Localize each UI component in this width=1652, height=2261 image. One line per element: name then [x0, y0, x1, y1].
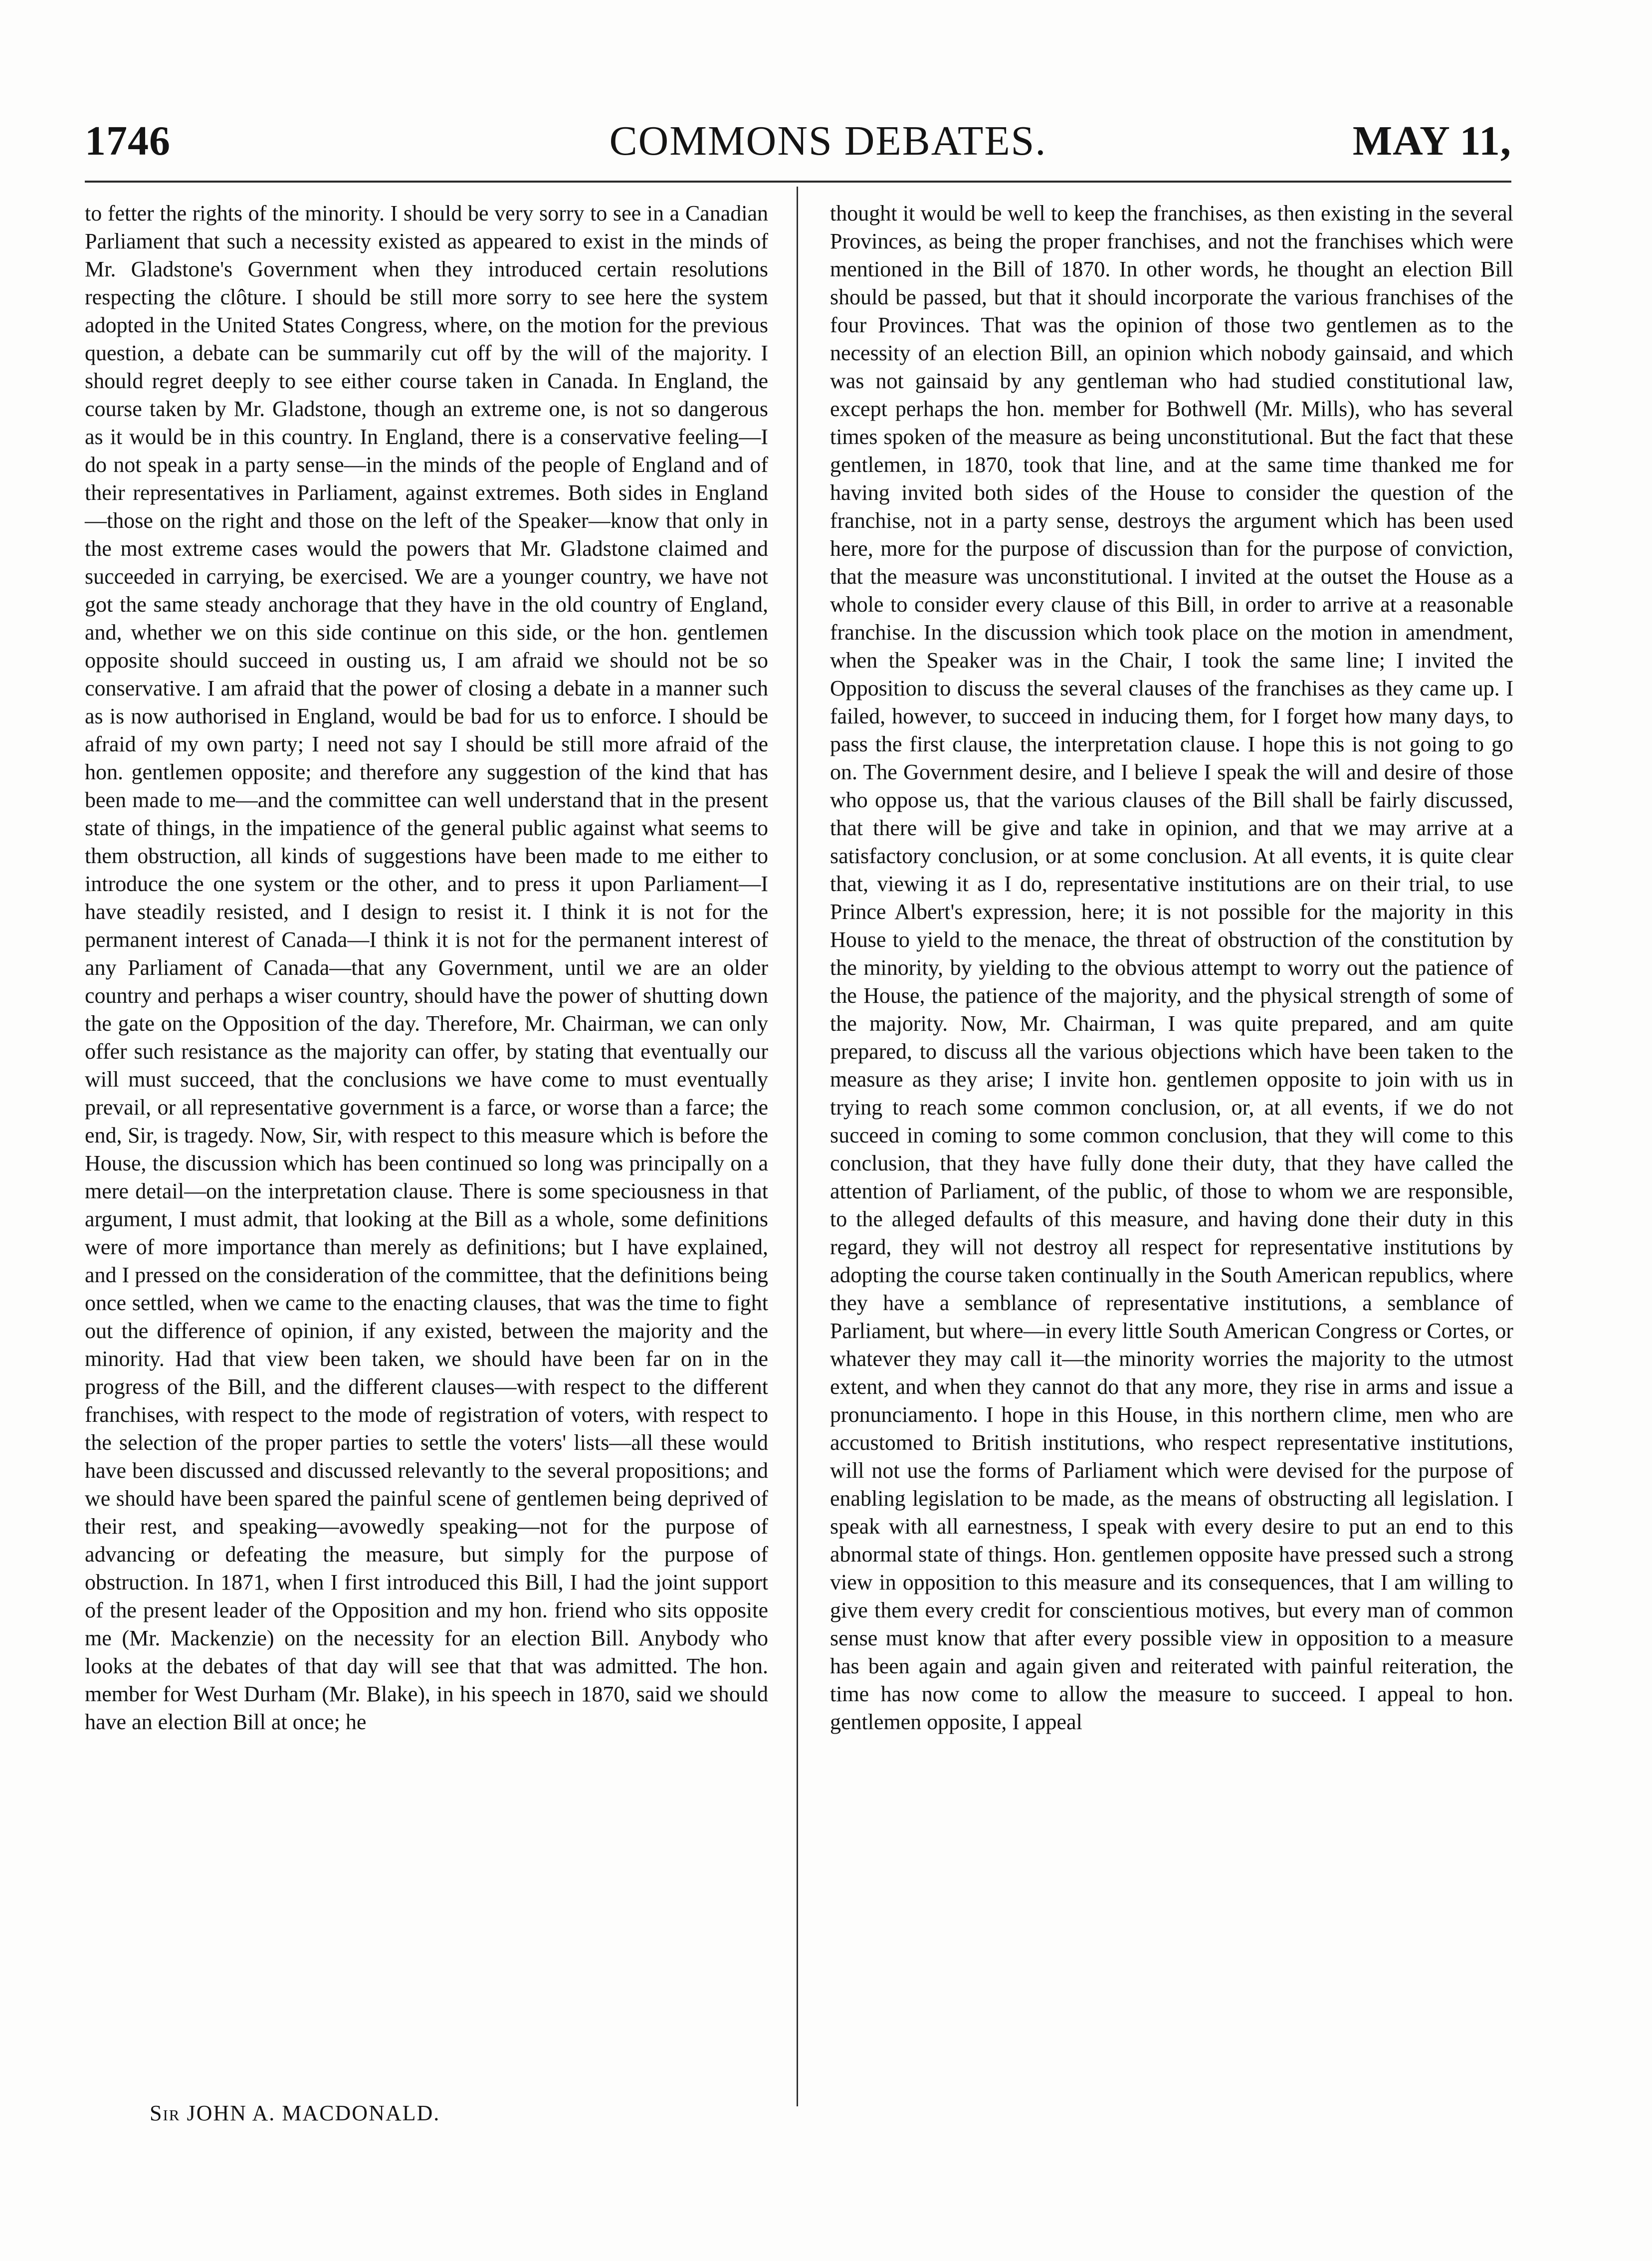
running-title: COMMONS DEBATES. [609, 118, 1047, 164]
column-divider [797, 187, 798, 2106]
speaker-footer: Sir JOHN A. MACDONALD. [150, 2101, 440, 2125]
left-column-text: to fetter the rights of the minority. I should be very sorry to see in a Canadian Parliament that such a necessity existed as appeared to exist in the minds of Mr. Gladstone's Government when they introduced certain resolutions respecting the clôture. I should be still more sorry to see here the system adopted in the United States Congress, where, on the motion for the previous question, a debate can be summarily cut off by the will of the majority. I should regret deeply to see either course taken in Canada. In England, the course taken by Mr. Gladstone, though an extreme one, is not so dangerous as it would be in this country. In England, there is a conservative feeling—I do not speak in a party sense—in the minds of the people of England and of their representatives in Parliament, against extremes. Both sides in England—those on the right and those on the left of the Speaker—know that only in the most extreme cases would the powers that Mr. Gladstone claimed and succeeded in carrying, be exercised. We are a younger country, we have not got the same steady anchorage that they have in the old country of England, and, whether we on this side continue on this side, or the hon. gentlemen opposite should succeed in ousting us, I am afraid we should not be so conservative. I am afraid that the power of closing a debate in a manner such as is now authorised in England, would be bad for us to enforce. I should be afraid of my own party; I need not say I should be still more afraid of the hon. gentlemen opposite; and therefore any suggestion of the kind that has been made to me—and the committee can well understand that in the present state of things, in the impatience of the general public against what seems to them obstruction, all kinds of suggestions have been made to me either to introduce the one system or the other, and to press it upon Parliament—I have steadily resisted, and I design to resist it. I think it is not for the permanent interest of Canada—I think it is not for the permanent interest of any Parliament of Canada—that any Government, until we are an older country and perhaps a wiser country, should have the power of shutting down the gate on the Opposition of the day. Therefore, Mr. Chairman, we can only offer such resistance as the majority can offer, by stating that eventually our will must succeed, that the conclusions we have come to must eventually prevail, or all representative government is a farce, or worse than a farce; the end, Sir, is tragedy. Now, Sir, with respect to this measure which is before the House, the discussion which has been continued so long was principally on a mere detail—on the interpretation clause. There is some speciousness in that argument, I must admit, that looking at the Bill as a whole, some definitions were of more importance than merely as definitions; but I have explained, and I pressed on the consideration of the committee, that the definitions being once settled, when we came to the enacting clauses, that was the time to fight out the difference of opinion, if any existed, between the majority and the minority. Had that view been taken, we should have been far on in the progress of the Bill, and the different clauses—with respect to the different franchises, with respect to the mode of registration of voters, with respect to the selection of the proper parties to settle the voters' lists—all these would have been discussed and discussed relevantly to the several propositions; and we should have been spared the painful scene of gentlemen being deprived of their rest, and speaking—avowedly speaking—not for the purpose of advancing or defeating the measure, but simply for the purpose of obstruction. In 1871, when I first introduced this Bill, I had the joint support of the present leader of the Opposition and my hon. friend who sits opposite me (Mr. Mackenzie) on the necessity for an election Bill. Anybody who looks at the debates of that day will see that that was admitted. The hon. member for West Durham (Mr. Blake), in his speech in 1870, said we should have an election Bill at once; he [85, 201, 768, 1734]
header-date: MAY 11, [1352, 118, 1511, 164]
page-number: 1746 [85, 118, 171, 164]
right-column [830, 200, 1513, 1736]
left-column [85, 200, 768, 1736]
page-header [85, 108, 1511, 183]
header-rule [85, 181, 1511, 183]
right-column-text: thought it would be well to keep the franchises, as then existing in the several Provinces, as being the proper franchises, and not the franchises which were mentioned in the Bill of 1870. In other words, he thought an election Bill should be passed, but that it should incorporate the various franchises of the four Provinces. That was the opinion of those two gentlemen as to the necessity of an election Bill, an opinion which nobody gainsaid, and which was not gainsaid by any gentleman who had studied constitutional law, except perhaps the hon. member for Bothwell (Mr. Mills), who has several times spoken of the measure as being unconstitutional. But the fact that these gentlemen, in 1870, took that line, and at the same time thanked me for having invited both sides of the House to consider the question of the franchise, not in a party sense, destroys the argument which has been used here, more for the purpose of discussion than for the purpose of conviction, that the measure was unconstitutional. I invited at the outset the House as a whole to consider every clause of this Bill, in order to arrive at a reasonable franchise. In the discussion which took place on the motion in amendment, when the Speaker was in the Chair, I took the same line; I invited the Opposition to discuss the several clauses of the franchises as they came up. I failed, however, to succeed in inducing them, for I forget how many days, to pass the first clause, the interpretation clause. I hope this is not going to go on. The Government desire, and I believe I speak the will and desire of those who oppose us, that the various clauses of the Bill shall be fairly discussed, that there will be give and take in opinion, and that we may arrive at a satisfactory conclusion, or at some conclusion. At all events, it is quite clear that, viewing it as I do, representative institutions are on their trial, to use Prince Albert's expression, here; it is not possible for the majority in this House to yield to the menace, the threat of obstruction of the constitution by the minority, by yielding to the obvious attempt to worry out the patience of the House, the patience of the majority, and the physical strength of some of the majority. Now, Mr. Chairman, I was quite prepared, and am quite prepared, to discuss all the various objections which have been taken to the measure as they arise; I invite hon. gentlemen opposite to join with us in trying to reach some common conclusion, or, at all events, if we do not succeed in coming to some common conclusion, that they will come to this conclusion, that they have fully done their duty, that they have called the attention of Parliament, of the public, of those to whom we are responsible, to the alleged defaults of this measure, and having done their duty in this regard, they will not destroy all respect for representative institutions by adopting the course taken continually in the South American republics, where they have a semblance of representative institutions, a semblance of Parliament, but where—in every little South American Congress or Cortes, or whatever they may call it—the minority worries the majority to the utmost extent, and when they cannot do that any more, they rise in arms and issue a pronunciamento. I hope in this House, in this northern clime, men who are accustomed to British institutions, who respect representative institutions, will not use the forms of Parliament which were devised for the purpose of enabling legislation to be made, as the means of obstructing all legislation. I speak with all earnestness, I speak with every desire to put an end to this abnormal state of things. Hon. gentlemen opposite have pressed such a strong view in opposition to this measure and its consequences, that I am willing to give them every credit for conscientious motives, but every man of common sense must know that after every possible view in opposition to a measure has been again and again given and reiterated with painful reiteration, the time has now come to allow the measure to succeed. I appeal to hon. gentlemen opposite, I appeal [830, 201, 1513, 1734]
